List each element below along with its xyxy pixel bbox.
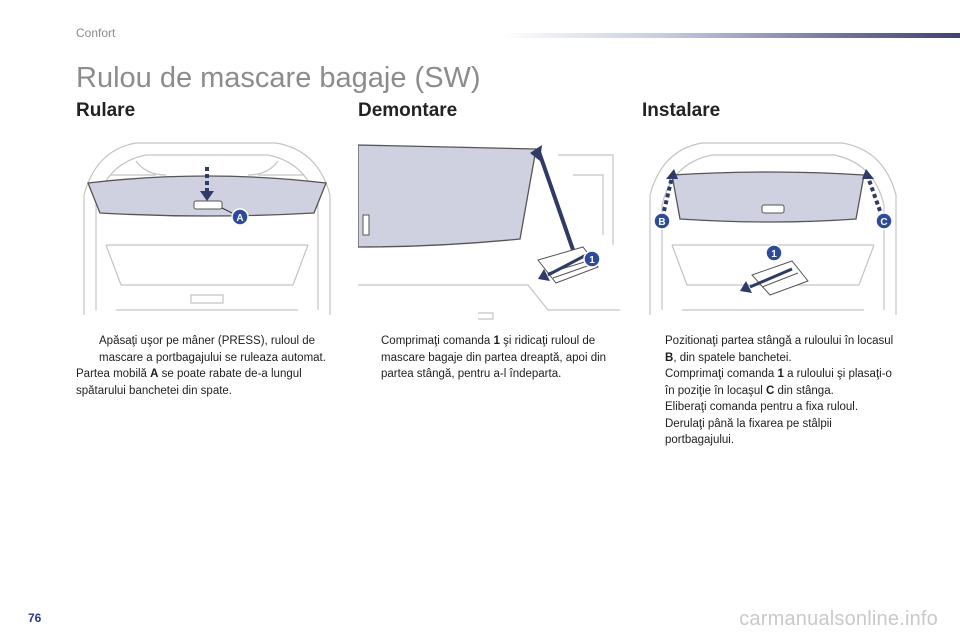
- marker-b-label: B: [658, 217, 666, 228]
- list-item-text: Eliberaţi comanda pentru a fixa ruloul.: [665, 401, 859, 413]
- list-item-bold: B: [665, 351, 674, 364]
- illustration-demontare: [358, 135, 620, 320]
- heading-rulare: Rulare: [76, 100, 136, 121]
- list-item-text: , din spatele banchetei.: [673, 351, 792, 364]
- list-item: [76, 333, 336, 366]
- column-rulare: [76, 100, 338, 126]
- list-item: [642, 366, 902, 399]
- page-number: 76: [28, 611, 42, 625]
- column-demontare: [358, 100, 620, 126]
- page-title: Rulou de mascare bagaje (SW): [76, 62, 481, 94]
- list-item-text: Derulaţi până la fixarea pe stâlpii portbagajului.: [665, 417, 832, 446]
- marker-1-label: 1: [589, 255, 595, 266]
- illustration-rulare: [76, 135, 338, 320]
- list-item-bold: C: [766, 384, 775, 397]
- marker-1b-label: 1: [771, 249, 777, 260]
- marker-a-label: A: [236, 213, 244, 224]
- marker-c-label: C: [880, 217, 888, 228]
- paragraph-mobile-part: [76, 366, 336, 399]
- list-item-text: Comprimaţi comanda: [665, 368, 778, 380]
- watermark-text: carmanualsonline.info: [739, 608, 938, 630]
- list-item: [358, 333, 618, 383]
- list-item-bold: 1: [777, 368, 784, 380]
- header-gradient-bar: [500, 33, 960, 38]
- list-item-bold: 1: [493, 335, 500, 347]
- list-item: [642, 399, 902, 416]
- column-instalare: [642, 100, 904, 126]
- list-item-text: Apăsaţi uşor pe mâner (PRESS), ruloul de mascare a portbagajului se ruleaza automat.: [99, 335, 326, 364]
- text-instalare: [642, 333, 902, 449]
- section-label: Confort: [76, 26, 116, 40]
- illustration-instalare: [642, 135, 904, 320]
- list-item-text: din stânga.: [774, 384, 834, 397]
- heading-demontare: Demontare: [358, 100, 458, 121]
- list-item-text: şi ridicaţi ruloul de mascare bagaje din partea dreaptă, apoi din partea stângă, pentru a-l îndeparta.: [381, 335, 607, 380]
- paragraph-text: Partea mobilă: [76, 368, 151, 380]
- list-item-text: a ruloului şi plasaţi-o în poziţie în locaşul: [665, 368, 892, 397]
- heading-instalare: Instalare: [642, 100, 721, 121]
- list-item-text: Pozitionaţi partea stângă a ruloului în locasul: [665, 335, 894, 347]
- list-item-text: Comprimaţi comanda: [381, 335, 494, 347]
- paragraph-text: se poate rabate de-a lungul spătarului banchetei din spate.: [76, 368, 302, 397]
- text-rulare: [76, 333, 336, 399]
- paragraph-bold: A: [150, 368, 159, 380]
- text-demontare: [358, 333, 618, 383]
- list-item: [642, 333, 902, 366]
- list-item: [642, 416, 902, 449]
